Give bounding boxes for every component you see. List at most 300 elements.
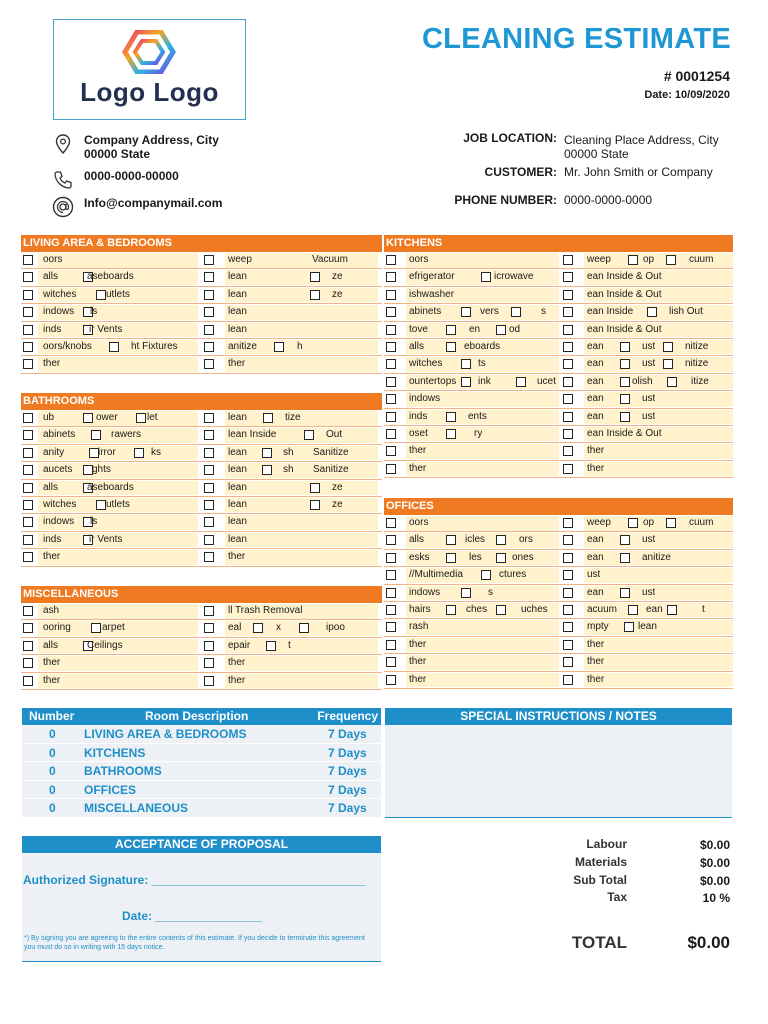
checklist-row bbox=[384, 567, 733, 584]
checkbox[interactable] bbox=[262, 448, 272, 458]
checklist-row bbox=[384, 654, 733, 671]
checklist-label: lean bbox=[228, 288, 247, 300]
checklist-label: ze bbox=[332, 271, 343, 283]
checkbox[interactable] bbox=[386, 518, 396, 528]
checklist-label: weep bbox=[587, 517, 611, 528]
checkbox[interactable] bbox=[386, 588, 396, 598]
checkbox[interactable] bbox=[563, 622, 573, 632]
checklist-label: ean Inside bbox=[587, 306, 634, 318]
checklist-label: icrowave bbox=[494, 271, 534, 283]
checkbox[interactable] bbox=[23, 676, 33, 686]
cell-background bbox=[38, 411, 198, 426]
checkbox[interactable] bbox=[563, 657, 573, 667]
checklist-label: alls bbox=[409, 534, 425, 546]
checklist-label: ther bbox=[409, 638, 427, 650]
checklist-label: ust bbox=[587, 569, 601, 581]
checkbox[interactable] bbox=[663, 359, 673, 369]
checklist-label: ean Inside & Out bbox=[587, 323, 662, 335]
checkbox[interactable] bbox=[23, 535, 33, 545]
checklist-label: uches bbox=[521, 603, 548, 615]
checklist-label: lean Inside bbox=[228, 429, 277, 441]
cell-background bbox=[584, 444, 733, 459]
checklist-label: irror bbox=[98, 446, 116, 458]
checkbox[interactable] bbox=[563, 553, 573, 563]
checklist-label: ones bbox=[512, 551, 534, 563]
checkbox[interactable] bbox=[563, 605, 573, 615]
checkbox[interactable] bbox=[91, 623, 101, 633]
checkbox[interactable] bbox=[667, 377, 677, 387]
phone-number-value: 0000-0000-0000 bbox=[564, 193, 653, 207]
checklist-label: tove bbox=[409, 323, 428, 335]
checkbox[interactable] bbox=[23, 290, 33, 300]
checkbox[interactable] bbox=[666, 255, 676, 265]
checkbox[interactable] bbox=[386, 255, 396, 265]
checkbox[interactable] bbox=[446, 535, 456, 545]
checkbox[interactable] bbox=[446, 325, 456, 335]
cell-background bbox=[584, 462, 733, 477]
checkbox[interactable] bbox=[386, 446, 396, 456]
checklist-label: ink bbox=[478, 375, 491, 387]
checkbox[interactable] bbox=[563, 325, 573, 335]
checkbox[interactable] bbox=[563, 429, 573, 439]
checkbox[interactable] bbox=[204, 500, 214, 510]
checkbox[interactable] bbox=[628, 605, 638, 615]
checklist-row bbox=[21, 655, 382, 672]
checklist-label: ze bbox=[332, 481, 343, 493]
checkbox[interactable] bbox=[204, 552, 214, 562]
checkbox[interactable] bbox=[386, 377, 396, 387]
checklist-label: Out bbox=[326, 429, 343, 441]
checkbox[interactable] bbox=[386, 307, 396, 317]
checklist-label: ls bbox=[90, 306, 98, 318]
checklist-row bbox=[384, 426, 733, 443]
checkbox[interactable] bbox=[386, 640, 396, 650]
checkbox[interactable] bbox=[204, 606, 214, 616]
checkbox[interactable] bbox=[563, 535, 573, 545]
customer-value: Mr. John Smith or Company bbox=[564, 165, 713, 179]
checkbox[interactable] bbox=[204, 517, 214, 527]
company-phone bbox=[52, 169, 179, 191]
checkbox[interactable] bbox=[310, 290, 320, 300]
checkbox[interactable] bbox=[262, 465, 272, 475]
checkbox[interactable] bbox=[304, 430, 314, 440]
checklist-label: alls bbox=[409, 340, 425, 352]
checkbox[interactable] bbox=[666, 518, 676, 528]
checklist-label: oors/knobs bbox=[43, 340, 92, 352]
checkbox[interactable] bbox=[204, 448, 214, 458]
checkbox[interactable] bbox=[23, 483, 33, 493]
checkbox[interactable] bbox=[23, 342, 33, 352]
checkbox[interactable] bbox=[563, 640, 573, 650]
checkbox[interactable] bbox=[386, 359, 396, 369]
cell-background bbox=[225, 515, 378, 530]
checkbox[interactable] bbox=[386, 325, 396, 335]
checkbox[interactable] bbox=[563, 272, 573, 282]
checkbox[interactable] bbox=[23, 272, 33, 282]
checklist-label: ean bbox=[587, 375, 604, 387]
checkbox[interactable] bbox=[446, 429, 456, 439]
table-row bbox=[22, 799, 381, 818]
checklist-label: ctures bbox=[499, 569, 527, 581]
section-kitchens bbox=[384, 235, 733, 478]
checkbox[interactable] bbox=[386, 272, 396, 282]
checklist-label: indows bbox=[43, 516, 75, 528]
checkbox[interactable] bbox=[386, 622, 396, 632]
checkbox[interactable] bbox=[23, 413, 33, 423]
checklist-row bbox=[384, 550, 733, 567]
cell-background bbox=[406, 673, 559, 688]
row-number: 0 bbox=[49, 782, 56, 797]
checkbox[interactable] bbox=[204, 535, 214, 545]
checklist-label: ther bbox=[228, 358, 246, 370]
checkbox[interactable] bbox=[96, 500, 106, 510]
checkbox[interactable] bbox=[23, 465, 33, 475]
checkbox[interactable] bbox=[386, 535, 396, 545]
checklist-label: indows bbox=[409, 586, 441, 598]
checkbox[interactable] bbox=[620, 359, 630, 369]
checklist-label: hairs bbox=[409, 603, 431, 615]
row-frequency: 7 Days bbox=[328, 745, 367, 760]
checklist-label: olish bbox=[632, 375, 653, 387]
checklist-label: ust bbox=[642, 586, 656, 598]
checklist-label: ean bbox=[587, 358, 604, 370]
checklist-row bbox=[21, 304, 382, 321]
checklist-label: Ceilings bbox=[87, 639, 123, 651]
checkbox[interactable] bbox=[481, 570, 491, 580]
checklist-row bbox=[384, 322, 733, 339]
checkbox[interactable] bbox=[563, 377, 573, 387]
checkbox[interactable] bbox=[23, 623, 33, 633]
checkbox[interactable] bbox=[204, 465, 214, 475]
cell-background bbox=[584, 392, 733, 407]
checklist-row bbox=[21, 638, 382, 655]
checkbox[interactable] bbox=[563, 570, 573, 580]
cell-background bbox=[38, 604, 198, 619]
checkbox[interactable] bbox=[23, 606, 33, 616]
checkbox[interactable] bbox=[23, 517, 33, 527]
email-text: Info@companymail.com bbox=[84, 196, 223, 210]
checkbox[interactable] bbox=[386, 290, 396, 300]
acceptance-header: ACCEPTANCE OF PROPOSAL bbox=[22, 836, 381, 853]
checklist-label: weep bbox=[228, 254, 252, 265]
checklist-label: lean bbox=[228, 516, 247, 528]
checklist-label: ust bbox=[642, 410, 656, 422]
checkbox[interactable] bbox=[620, 553, 630, 563]
checklist-label: mpty bbox=[587, 621, 609, 633]
checkbox[interactable] bbox=[624, 622, 634, 632]
checkbox[interactable] bbox=[628, 518, 638, 528]
checklist-row bbox=[21, 620, 382, 637]
checklist-label: sh bbox=[283, 446, 294, 458]
checkbox[interactable] bbox=[23, 641, 33, 651]
checklist-label: aseboards bbox=[87, 271, 134, 283]
checkbox[interactable] bbox=[310, 500, 320, 510]
checklist-label: abinets bbox=[409, 306, 442, 318]
checkbox[interactable] bbox=[461, 307, 471, 317]
checklist-label: witches bbox=[409, 358, 443, 370]
checkbox[interactable] bbox=[274, 342, 284, 352]
checkbox[interactable] bbox=[620, 377, 630, 387]
checkbox[interactable] bbox=[386, 553, 396, 563]
checkbox[interactable] bbox=[204, 325, 214, 335]
checkbox[interactable] bbox=[204, 342, 214, 352]
checkbox[interactable] bbox=[386, 675, 396, 685]
checklist-label: en bbox=[469, 323, 481, 335]
checkbox[interactable] bbox=[563, 518, 573, 528]
checkbox[interactable] bbox=[563, 342, 573, 352]
checkbox[interactable] bbox=[23, 307, 33, 317]
checkbox[interactable] bbox=[23, 552, 33, 562]
checkbox[interactable] bbox=[204, 359, 214, 369]
checklist-row bbox=[384, 532, 733, 549]
checkbox[interactable] bbox=[446, 342, 456, 352]
checklist-label: ean Inside & Out bbox=[587, 427, 662, 439]
checklist-row bbox=[21, 322, 382, 339]
checklist-row bbox=[21, 356, 382, 373]
cell-background bbox=[225, 481, 378, 496]
checklist-row bbox=[21, 445, 382, 462]
checkbox[interactable] bbox=[253, 623, 263, 633]
checkbox[interactable] bbox=[563, 394, 573, 404]
checklist-label: ther bbox=[409, 656, 427, 668]
checkbox[interactable] bbox=[91, 430, 101, 440]
checklist-label: ks bbox=[151, 446, 161, 458]
checkbox[interactable] bbox=[310, 483, 320, 493]
checklist-label: ze bbox=[332, 498, 343, 510]
checklist-label: ean bbox=[587, 393, 604, 405]
checklist-label: itize bbox=[691, 375, 709, 387]
checklist-row bbox=[21, 549, 382, 566]
checkbox[interactable] bbox=[83, 413, 93, 423]
checklist-label: lean bbox=[228, 323, 247, 335]
job-location-line-2: 00000 State bbox=[564, 147, 629, 161]
checkbox[interactable] bbox=[204, 483, 214, 493]
checklist-label: t bbox=[288, 639, 291, 651]
checkbox[interactable] bbox=[204, 676, 214, 686]
checkbox[interactable] bbox=[446, 412, 456, 422]
checklist-label: eboards bbox=[464, 340, 501, 352]
checkbox[interactable] bbox=[647, 307, 657, 317]
job-location-value bbox=[564, 133, 719, 161]
checklist-label: alls bbox=[43, 481, 59, 493]
signature-line[interactable]: Authorized Signature: ________________________________ bbox=[23, 873, 366, 887]
checkbox[interactable] bbox=[136, 413, 146, 423]
checklist-label: ub bbox=[43, 412, 55, 423]
checklist-row bbox=[21, 287, 382, 304]
row-number: 0 bbox=[49, 801, 56, 816]
checkbox[interactable] bbox=[204, 430, 214, 440]
checkbox[interactable] bbox=[386, 605, 396, 615]
checkbox[interactable] bbox=[23, 325, 33, 335]
checkbox[interactable] bbox=[461, 588, 471, 598]
checklist-label: indows bbox=[43, 306, 75, 318]
checkbox[interactable] bbox=[23, 500, 33, 510]
checkbox[interactable] bbox=[620, 412, 630, 422]
cell-background bbox=[38, 357, 198, 372]
checkbox[interactable] bbox=[204, 413, 214, 423]
checkbox[interactable] bbox=[563, 446, 573, 456]
checklist-row bbox=[384, 515, 733, 532]
checklist-label: ther bbox=[43, 657, 61, 669]
cell-background bbox=[225, 357, 378, 372]
checkbox[interactable] bbox=[134, 448, 144, 458]
checkbox[interactable] bbox=[204, 290, 214, 300]
checkbox[interactable] bbox=[446, 605, 456, 615]
checkbox[interactable] bbox=[511, 307, 521, 317]
checklist-label: ean bbox=[587, 534, 604, 546]
checklist-label: ll Trash Removal bbox=[228, 605, 303, 616]
checklist-label: weep bbox=[587, 254, 611, 265]
checkbox[interactable] bbox=[204, 641, 214, 651]
checklist-label: eal bbox=[228, 622, 242, 634]
checklist-row bbox=[21, 339, 382, 356]
checklist-label: ther bbox=[587, 445, 605, 457]
job-location-line-1: Cleaning Place Address, City bbox=[564, 133, 719, 147]
checklist-label: ooring bbox=[43, 622, 71, 634]
checkbox[interactable] bbox=[496, 553, 506, 563]
checkbox[interactable] bbox=[96, 290, 106, 300]
checklist-label: Sanitize bbox=[313, 446, 349, 458]
checklist-row bbox=[384, 252, 733, 269]
checkbox[interactable] bbox=[23, 658, 33, 668]
checkbox[interactable] bbox=[23, 448, 33, 458]
checkbox[interactable] bbox=[23, 359, 33, 369]
checkbox[interactable] bbox=[204, 255, 214, 265]
checklist-label: lean bbox=[228, 306, 247, 318]
checklist-label: ust bbox=[642, 340, 656, 352]
cell-background bbox=[225, 446, 378, 461]
checkbox[interactable] bbox=[461, 377, 471, 387]
cell-background bbox=[225, 550, 378, 565]
total-label: TOTAL bbox=[571, 933, 627, 952]
checklist-label: ash bbox=[43, 605, 60, 616]
checkbox[interactable] bbox=[563, 307, 573, 317]
phone-icon bbox=[52, 169, 74, 191]
row-number: 0 bbox=[49, 745, 56, 760]
checkbox[interactable] bbox=[628, 255, 638, 265]
cell-background bbox=[406, 620, 559, 635]
checkbox[interactable] bbox=[516, 377, 526, 387]
checkbox[interactable] bbox=[496, 325, 506, 335]
checkbox[interactable] bbox=[563, 675, 573, 685]
cell-background bbox=[584, 673, 733, 688]
checklist-label: ches bbox=[466, 603, 488, 615]
checkbox[interactable] bbox=[109, 342, 119, 352]
checkbox[interactable] bbox=[620, 394, 630, 404]
checkbox[interactable] bbox=[620, 588, 630, 598]
row-frequency: 7 Days bbox=[328, 801, 367, 816]
checkbox[interactable] bbox=[496, 535, 506, 545]
checklist-label: ther bbox=[587, 673, 605, 685]
checkbox[interactable] bbox=[386, 464, 396, 474]
table-row bbox=[22, 762, 381, 781]
notes-header: SPECIAL INSTRUCTIONS / NOTES bbox=[385, 708, 732, 725]
checkbox[interactable] bbox=[386, 657, 396, 667]
checklist-label: oors bbox=[409, 517, 429, 528]
checkbox[interactable] bbox=[663, 342, 673, 352]
summary-table bbox=[22, 725, 381, 818]
checkbox[interactable] bbox=[446, 553, 456, 563]
misc-rows bbox=[21, 603, 382, 690]
materials-value: $0.00 bbox=[699, 856, 730, 870]
checkbox[interactable] bbox=[563, 412, 573, 422]
checkbox[interactable] bbox=[263, 413, 273, 423]
checklist-row bbox=[384, 409, 733, 426]
row-frequency: 7 Days bbox=[328, 727, 367, 741]
checklist-label: lean bbox=[228, 481, 247, 493]
checkbox[interactable] bbox=[204, 272, 214, 282]
hexagon-logo-icon bbox=[122, 30, 176, 74]
tax-label: Tax bbox=[607, 890, 627, 904]
checkbox[interactable] bbox=[386, 394, 396, 404]
estimate-number: # 0001254 bbox=[663, 68, 730, 84]
date-line[interactable]: Date: ________________ bbox=[122, 909, 263, 923]
checkbox[interactable] bbox=[310, 272, 320, 282]
checkbox[interactable] bbox=[481, 272, 491, 282]
checklist-row bbox=[384, 287, 733, 304]
checkbox[interactable] bbox=[563, 255, 573, 265]
checklist-label: ts bbox=[478, 358, 486, 370]
checklist-label: efrigerator bbox=[409, 271, 455, 283]
checklist-row bbox=[21, 603, 382, 620]
checkbox[interactable] bbox=[204, 307, 214, 317]
checklist-row bbox=[21, 532, 382, 549]
checklist-label: inds bbox=[43, 323, 62, 335]
checkbox[interactable] bbox=[23, 430, 33, 440]
checkbox[interactable] bbox=[563, 290, 573, 300]
checkbox[interactable] bbox=[667, 605, 677, 615]
notes-area[interactable] bbox=[385, 725, 732, 818]
checklist-label: witches bbox=[43, 498, 77, 510]
checklist-label: ther bbox=[587, 656, 605, 668]
checkbox[interactable] bbox=[496, 605, 506, 615]
checklist-row bbox=[21, 427, 382, 444]
checklist-label: witches bbox=[43, 288, 77, 300]
checkbox[interactable] bbox=[563, 359, 573, 369]
checkbox[interactable] bbox=[386, 570, 396, 580]
checkbox[interactable] bbox=[23, 255, 33, 265]
labour-label: Labour bbox=[586, 837, 627, 851]
checkbox[interactable] bbox=[563, 464, 573, 474]
checkbox[interactable] bbox=[386, 342, 396, 352]
checklist-label: lean bbox=[228, 464, 247, 476]
checkbox[interactable] bbox=[204, 623, 214, 633]
checklist-label: utlets bbox=[106, 288, 130, 300]
checklist-label: ean Inside & Out bbox=[587, 271, 662, 283]
section-title: MISCELLANEOUS bbox=[21, 586, 382, 603]
address-line-2: 00000 State bbox=[84, 147, 151, 161]
checklist-row bbox=[21, 480, 382, 497]
checkbox[interactable] bbox=[299, 623, 309, 633]
checkbox[interactable] bbox=[563, 588, 573, 598]
checkbox[interactable] bbox=[461, 359, 471, 369]
checkbox[interactable] bbox=[386, 429, 396, 439]
checkbox[interactable] bbox=[266, 641, 276, 651]
checkbox[interactable] bbox=[620, 342, 630, 352]
checklist-label: x bbox=[276, 622, 281, 634]
checklist-row bbox=[21, 514, 382, 531]
checklist-label: alls bbox=[43, 271, 59, 283]
checkbox[interactable] bbox=[620, 535, 630, 545]
checklist-label: ther bbox=[43, 551, 61, 563]
checklist-label: ther bbox=[409, 462, 427, 474]
checkbox[interactable] bbox=[204, 658, 214, 668]
checkbox[interactable] bbox=[386, 412, 396, 422]
checklist-label: ze bbox=[332, 288, 343, 300]
table-row bbox=[22, 744, 381, 763]
cell-background bbox=[225, 533, 378, 548]
checklist-label: ower bbox=[96, 412, 118, 423]
